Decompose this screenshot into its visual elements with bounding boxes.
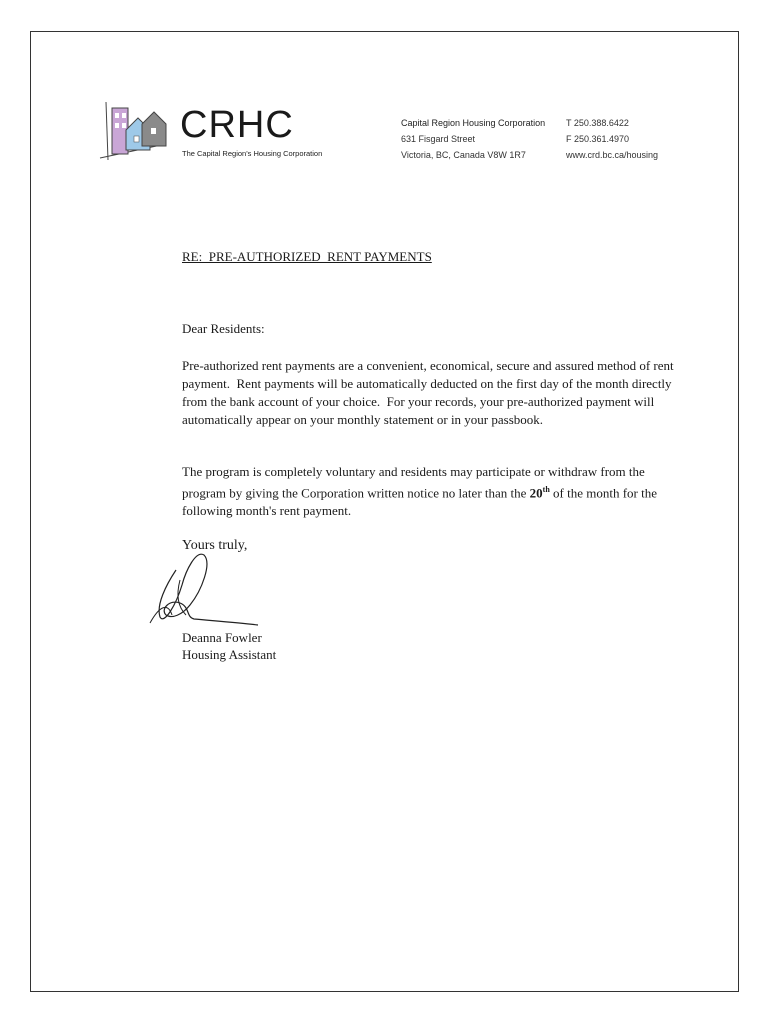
contact-block (566, 115, 658, 163)
signer-block (182, 629, 276, 663)
city-address: Victoria, BC, Canada V8W 1R7 (401, 150, 526, 160)
fax-number: F 250.361.4970 (566, 134, 630, 144)
deadline-day: 20 (529, 485, 543, 501)
phone-number: T 250.388.6422 (566, 118, 629, 128)
paragraph-2 (182, 463, 677, 520)
houses-logo-icon (98, 98, 168, 164)
street-address: 631 Fisgard Street (401, 134, 476, 144)
deadline-day-suffix: th (542, 485, 550, 494)
signer-title: Housing Assistant (182, 647, 277, 662)
logo-tagline: The Capital Region's Housing Corporation (182, 149, 323, 158)
signer-name: Deanna Fowler (182, 630, 262, 645)
logo-wordmark: CRHC (180, 104, 294, 146)
salutation: Dear Residents: (182, 321, 265, 336)
subject-line: RE: PRE-AUTHORIZED RENT PAYMENTS (182, 249, 432, 264)
address-block (401, 115, 545, 163)
closing: Yours truly, (182, 538, 248, 553)
paragraph-1: Pre-authorized rent payments are a convenient, economical, secure and assured method of rent payment. Rent payments will be automatically deducted on the first day of the month directly from the bank account of your choice. For your records, your pre-authorized payment will automatically appear on your monthly statement or in your passbook. (182, 358, 677, 427)
paragraph-2-start: The program is completely voluntary and residents may participate or withdraw from the program by giving the Corporation written notice no later than the (182, 464, 649, 501)
website: www.crd.bc.ca/housing (566, 150, 659, 160)
org-name: Capital Region Housing Corporation (401, 118, 546, 128)
paragraph-2-end: of the month for the following month's rent payment. (182, 485, 661, 519)
signature (146, 545, 266, 630)
